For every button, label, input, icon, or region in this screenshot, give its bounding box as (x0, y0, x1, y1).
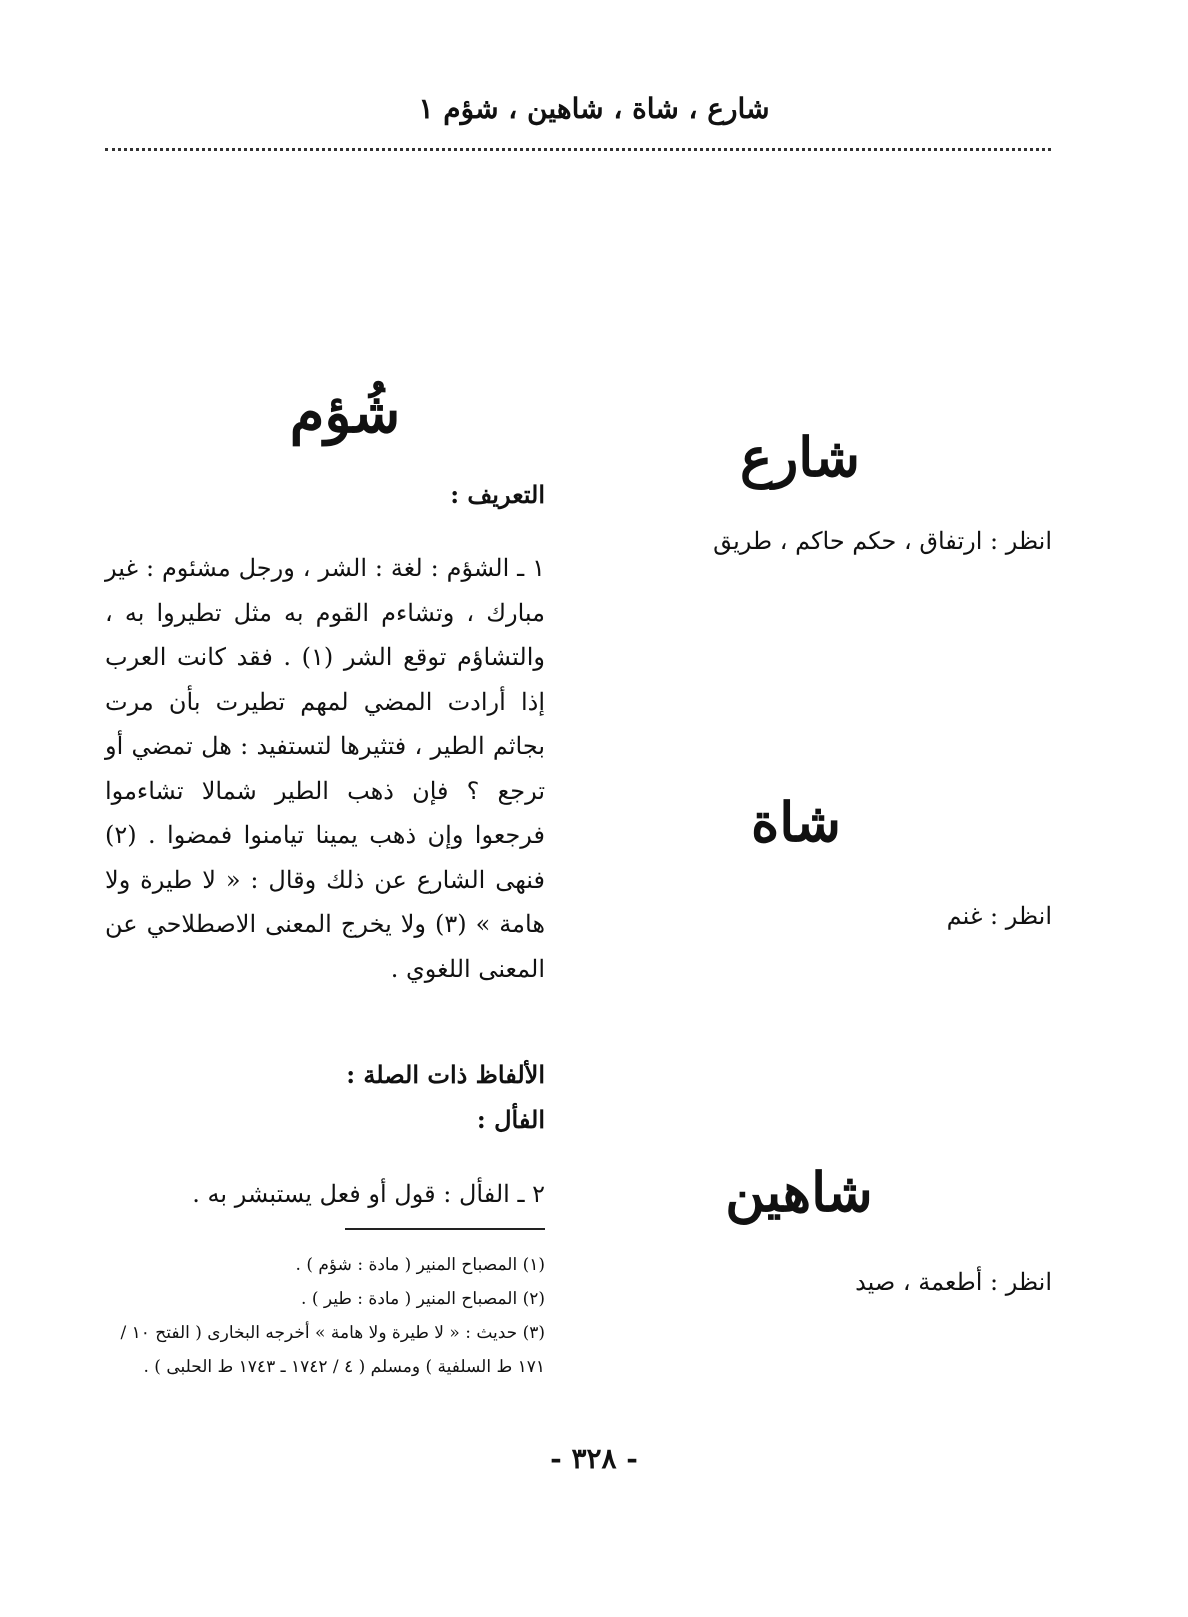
entry-title-sharia: شارع (740, 425, 860, 489)
paragraph-definition: ١ ـ الشؤم : لغة : الشر ، ورجل مشئوم : غير مبارك ، وتشاءم القوم به مثل تطيروا به ، والتشاؤم توقع الشر (١) . فقد كانت العرب إذا أرادت المضي لمهم تطيرت بأن مرت بجاثم الطير ، فتثيرها لتستفيد : هل تمضي أو ترجع ؟ فإن ذهب الطير شمالا تشاءموا فرجعوا وإن ذهب يمينا تيامنوا فمضوا . (٢) فنهى الشارع عن ذلك وقال : « لا طيرة ولا هامة » (٣) ولا يخرج المعنى الاصطلاحي عن المعنى اللغوي . (105, 554, 545, 983)
left-column (105, 0, 545, 1617)
right-column (600, 0, 1052, 1617)
entry-title-shahin: شاهين (725, 1160, 873, 1224)
footnote-divider (345, 1228, 545, 1230)
paragraph-fal: ٢ ـ الفأل : قول أو فعل يستبشر به . (192, 1180, 545, 1208)
running-head: شارع ، شاة ، شاهين ، شؤم ١ (418, 92, 770, 125)
article-title: شُؤم (289, 380, 401, 446)
see-also-shahin: انظر : أطعمة ، صيد (855, 1268, 1052, 1296)
entry-title-shah: شاة (751, 790, 841, 854)
related-terms-heading: الألفاظ ذات الصلة : (346, 1060, 545, 1089)
footnotes (105, 1248, 545, 1384)
footnote-item: (١) المصباح المنير ( مادة : شؤم ) . (295, 1255, 545, 1275)
footnote-item: (٢) المصباح المنير ( مادة : طير ) . (301, 1289, 545, 1309)
see-also-sharia: انظر : ارتفاق ، حكم حاكم ، طريق (713, 527, 1052, 555)
definition-heading: التعريف : (450, 480, 545, 509)
footnote-item: (٣) حديث : « لا طيرة ولا هامة » أخرجه البخارى ( الفتح ١٠ / ١٧١ ط السلفية ) ومسلم ( ٤ / ١٧٤٢ ـ ١٧٤٣ ط الحلبى ) . (120, 1323, 545, 1377)
see-also-shah: انظر : غنم (946, 902, 1052, 930)
page-number: - ٣٢٨ - (550, 1442, 638, 1475)
fal-subheading: الفأل : (476, 1105, 545, 1134)
